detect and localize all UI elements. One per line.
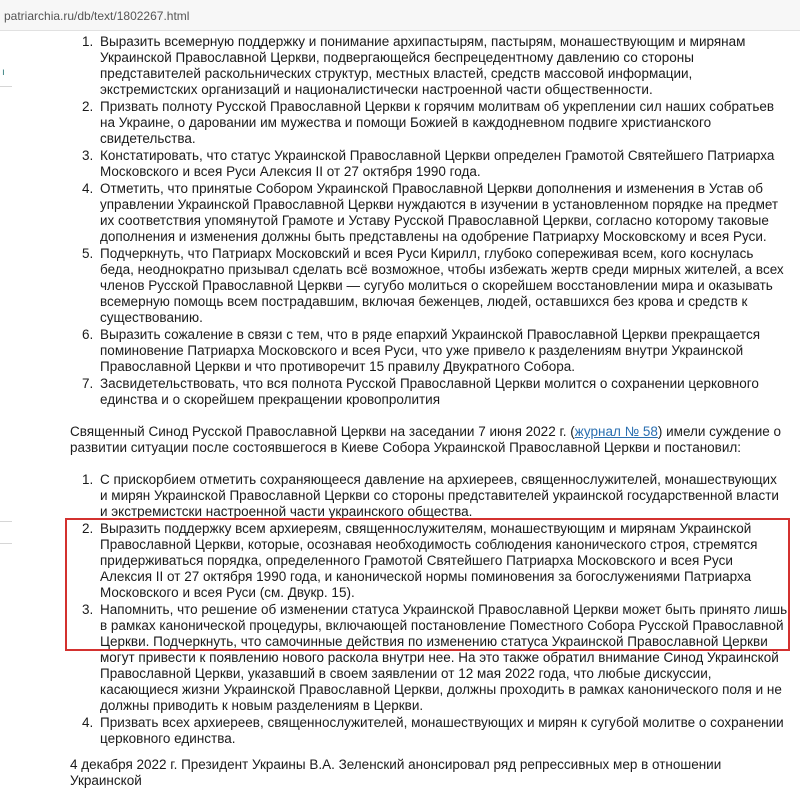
para-text-before: Священный Синод Русской Православной Церкви на заседании 7 июня 2022 г. (: [70, 424, 575, 439]
url-text[interactable]: patriarchia.ru/db/text/1802267.html: [4, 9, 190, 23]
sidebar-divider: [0, 86, 12, 87]
address-bar[interactable]: [0, 0, 800, 31]
list-item: 3. Напомнить, что решение об изменении статуса Украинской Православной Церкви может быть принято лишь в рамках канонической процедуры, включающей постановление Поместного Собора Русской Православной Церкви. Подчеркнуть, что самочинные действия по изменению статуса Украинской Православной Церкви могут привести к появлению нового раскола внутри нее. На это также обратил внимание Синод Украинской Православной Церкви, указавший в своем заявлении от 12 мая 2022 года, что любые дискуссии, касающиеся жизни Украинской Православной Церкви, должны проходить в рамках канонического поля и не должны приводить к новым разделениям в Церкви.: [97, 602, 788, 714]
list-item: 7. Засвидетельствовать, что вся полнота Русской Православной Церкви молится о сохранении церковного единства и о скорейшем прекращении кровопролития: [97, 376, 788, 408]
article-content: [70, 34, 788, 805]
sidebar-divider: [0, 543, 12, 544]
list-item: 5. Подчеркнуть, что Патриарх Московский и всея Руси Кирилл, глубоко сопереживая всем, кого коснулась беда, неоднократно призывал сделать всё возможное, чтобы избежать жертв среди мирных жителей, а всех членов Русской Православной Церкви — сугубо молиться о скорейшем восстановлении мира и оказывать всемерную помощь всем пострадавшим, включая беженцев, людей, оставшихся без крова и средств к существованию.: [97, 246, 788, 326]
list-item: 1. С прискорбием отметить сохраняющееся давление на архиереев, священнослужителей, монашествующих и мирян Украинской Православной Церкви со стороны представителей украинской государственной власти и экстремистски настроенной части украинского общества.: [97, 472, 788, 520]
sidebar-divider: [0, 521, 12, 522]
list-item: 3. Констатировать, что статус Украинской Православной Церкви определен Грамотой Святейшего Патриарха Московского и всея Руси Алексия II от 27 октября 1990 года.: [97, 148, 788, 180]
left-sidebar-edge: [0, 31, 12, 676]
resolution-list-1: [70, 34, 788, 408]
closing-paragraph: 4 декабря 2022 г. Президент Украины В.А. Зеленский анонсировал ряд репрессивных мер в отношении Украинской: [70, 757, 722, 788]
synod-paragraph: [70, 424, 788, 456]
list-item: 4. Отметить, что принятые Собором Украинской Православной Церкви дополнения и изменения в Устав об управлении Украинской Православной Церкви нуждаются в изучении в установленном порядке на предмет их соответствия упомянутой Грамоте и Уставу Русской Православной Церкви, согласно которому таковые дополнения и изменения должны быть представлены на одобрение Патриарху Московскому и всея Руси.: [97, 181, 788, 245]
resolution-list-2: [70, 472, 788, 747]
list-item: 2. Призвать полноту Русской Православной Церкви к горячим молитвам об укреплении сил наших собратьев на Украине, о даровании им мужества и помощи Божией в каждодневном подвиге христианского свидетельства.: [97, 99, 788, 147]
journal-link[interactable]: журнал № 58: [574, 424, 658, 439]
list-item: 6. Выразить сожаление в связи с тем, что в ряде епархий Украинской Православной Церкви прекращается поминовение Патриарха Московского и всея Руси, что уже привело к разделениям внутри Украинской Православной Церкви и что противоречит 15 правилу Двукратного Собора.: [97, 327, 788, 375]
list-item: 2. Выразить поддержку всем архиереям, священнослужителям, монашествующим и мирянам Украинской Православной Церкви, которые, осознавая необходимость соблюдения канонического строя, стремятся придерживаться порядка, определенного Грамотой Святейшего Патриарха Московского и всея Руси Алексия II от 27 октября 1990 года, и канонической нормы поминовения за богослужениями Патриарха Московского и всея Руси (см. Двукр. 15).: [97, 521, 788, 601]
list-item: 4. Призвать всех архиереев, священнослужителей, монашествующих и мирян к сугубой молитве о сохранении церковного единства.: [97, 715, 788, 747]
list-item: 1. Выразить всемерную поддержку и понимание архипастырям, пастырям, монашествующим и мирянам Украинской Православной Церкви, подвергающейся беспрецедентному давлению со стороны представителей раскольнических структур, местных властей, средств массовой информации, экстремистских организаций и националистически настроенной части общественности.: [97, 34, 788, 98]
para-text-after: ) имели суждение о развитии ситуации после состоявшегося в Киеве Собора Украинской Православной Церкви и постановил:: [70, 424, 782, 455]
sidebar-fragment-icon: ı: [2, 67, 5, 78]
